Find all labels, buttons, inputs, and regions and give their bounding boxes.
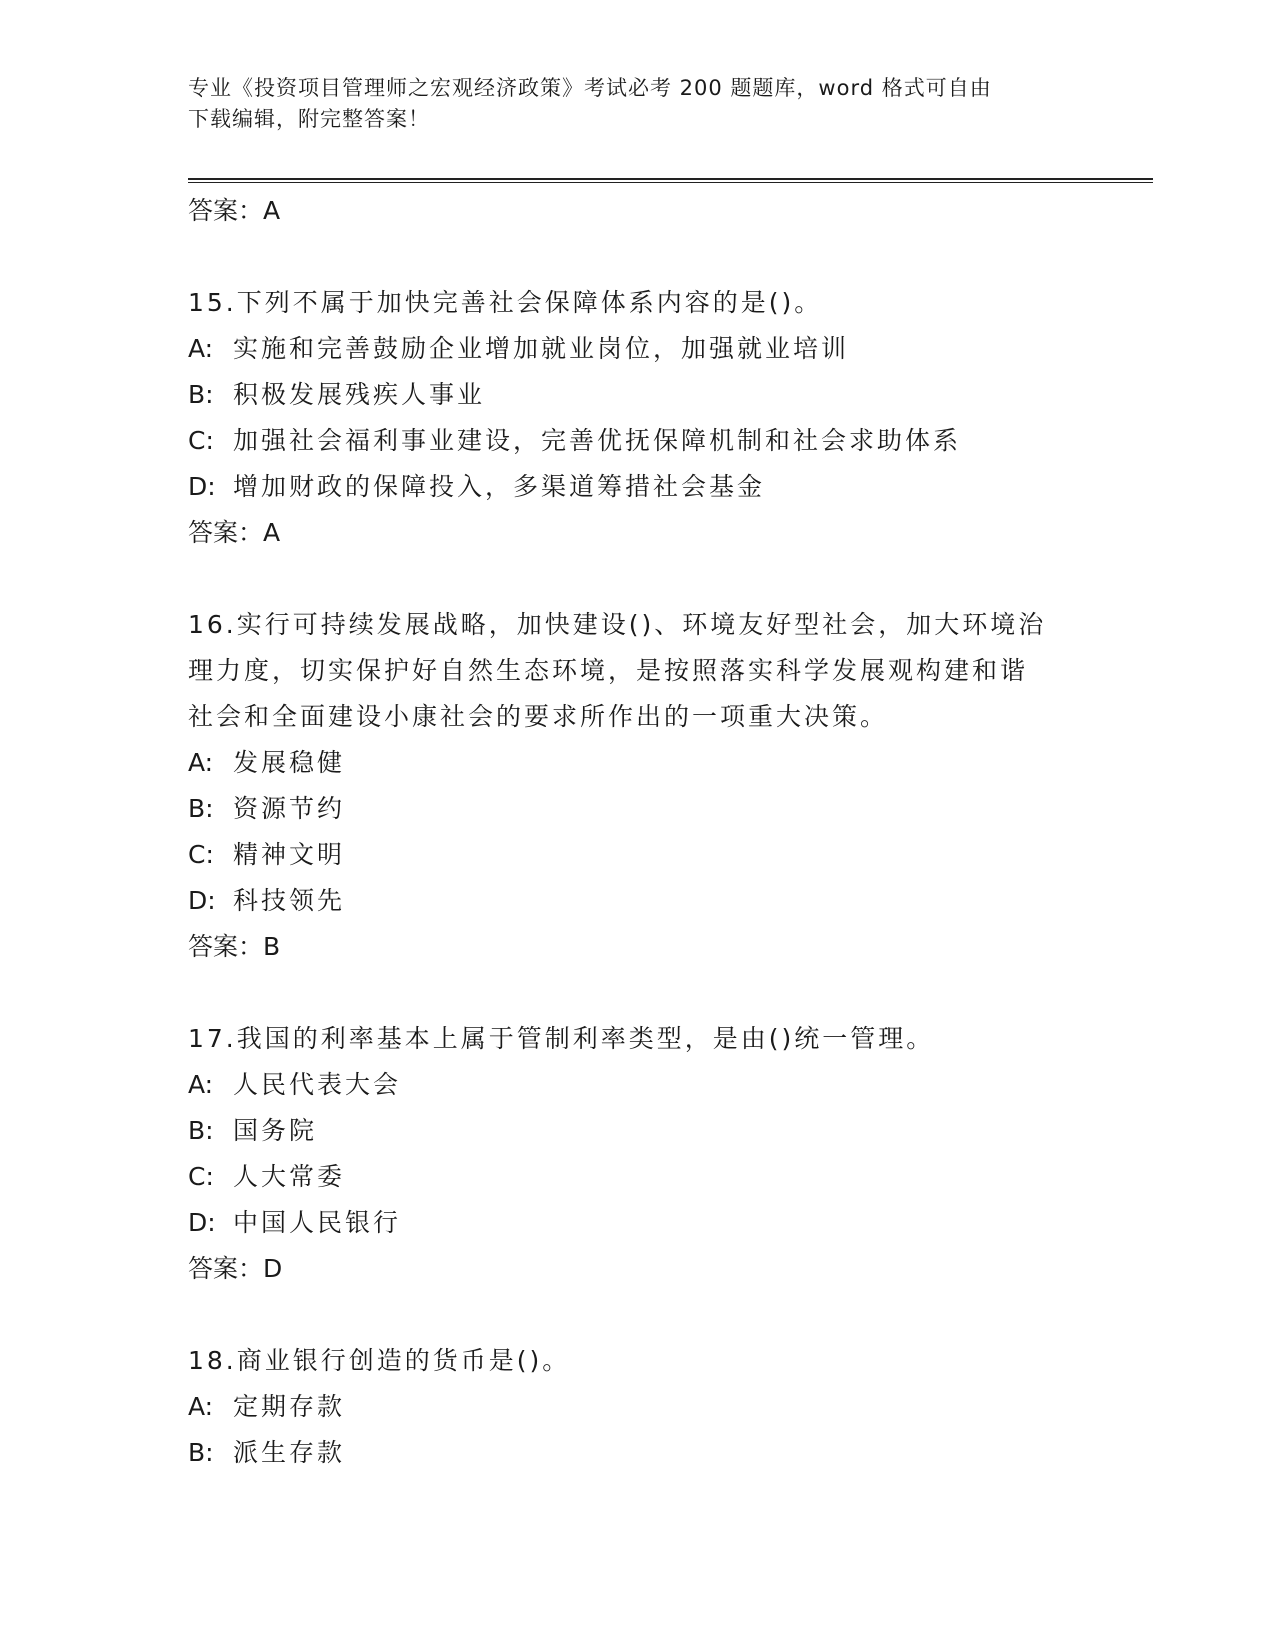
option-key: C: [188,840,214,869]
answer-line: 答案：B [188,932,281,961]
option-text: 发展稳健 [233,748,346,777]
option-key: D: [188,472,216,501]
option-key: B: [188,794,214,823]
question-16 [188,602,1153,970]
option-c [188,832,1153,878]
option-key: A: [188,334,214,363]
document-header [188,73,1068,135]
question-text: 16.实行可持续发展战略，加快建设()、环境友好型社会，加大环境治 [188,610,1047,639]
option-text: 精神文明 [233,840,346,869]
option-text: 人民代表大会 [233,1070,402,1099]
option-text: 资源节约 [233,794,346,823]
option-d [188,1200,1153,1246]
option-key: C: [188,1162,214,1191]
question-18 [188,1338,1153,1476]
spacer [188,556,1153,602]
header-line-2: 下载编辑，附完整答案！ [188,107,430,131]
option-key: B: [188,1116,214,1145]
option-b [188,1108,1153,1154]
option-a [188,1062,1153,1108]
header-divider [188,178,1153,183]
option-text: 中国人民银行 [233,1208,402,1237]
option-key: B: [188,380,214,409]
option-text: 人大常委 [233,1162,346,1191]
option-text: 派生存款 [233,1438,346,1467]
option-key: A: [188,1070,214,1099]
option-key: B: [188,1438,214,1467]
option-text: 定期存款 [233,1392,346,1421]
spacer [188,1292,1153,1338]
question-15 [188,280,1153,556]
option-d [188,878,1153,924]
spacer [188,234,1153,280]
option-text: 加强社会福利事业建设，完善优抚保障机制和社会求助体系 [233,426,962,455]
question-list [188,188,1153,1476]
option-key: D: [188,886,216,915]
option-text: 国务院 [233,1116,318,1145]
option-a [188,1384,1153,1430]
option-text: 科技领先 [233,886,346,915]
answer-line: 答案：D [188,1254,283,1283]
option-c [188,1154,1153,1200]
question-text: 15.下列不属于加快完善社会保障体系内容的是()。 [188,288,823,317]
answer-line: 答案：A [188,518,281,547]
option-key: A: [188,748,214,777]
option-text: 积极发展残疾人事业 [233,380,486,409]
question-text: 社会和全面建设小康社会的要求所作出的一项重大决策。 [188,702,889,731]
question-text: 17.我国的利率基本上属于管制利率类型，是由()统一管理。 [188,1024,935,1053]
option-d [188,464,1153,510]
option-c [188,418,1153,464]
question-17 [188,1016,1153,1292]
option-a [188,326,1153,372]
option-text: 实施和完善鼓励企业增加就业岗位，加强就业培训 [233,334,850,363]
spacer [188,970,1153,1016]
option-b [188,372,1153,418]
option-key: A: [188,1392,214,1421]
option-a [188,740,1153,786]
option-text: 增加财政的保障投入，多渠道筹措社会基金 [233,472,766,501]
option-key: C: [188,426,214,455]
option-key: D: [188,1208,216,1237]
header-line-1: 专业《投资项目管理师之宏观经济政策》考试必考 200 题题库，word 格式可自由 [188,76,992,100]
option-b [188,1430,1153,1476]
previous-answer: 答案：A [188,196,281,225]
question-text: 理力度，切实保护好自然生态环境，是按照落实科学发展观构建和谐 [188,656,1029,685]
question-text: 18.商业银行创造的货币是()。 [188,1346,571,1375]
option-b [188,786,1153,832]
